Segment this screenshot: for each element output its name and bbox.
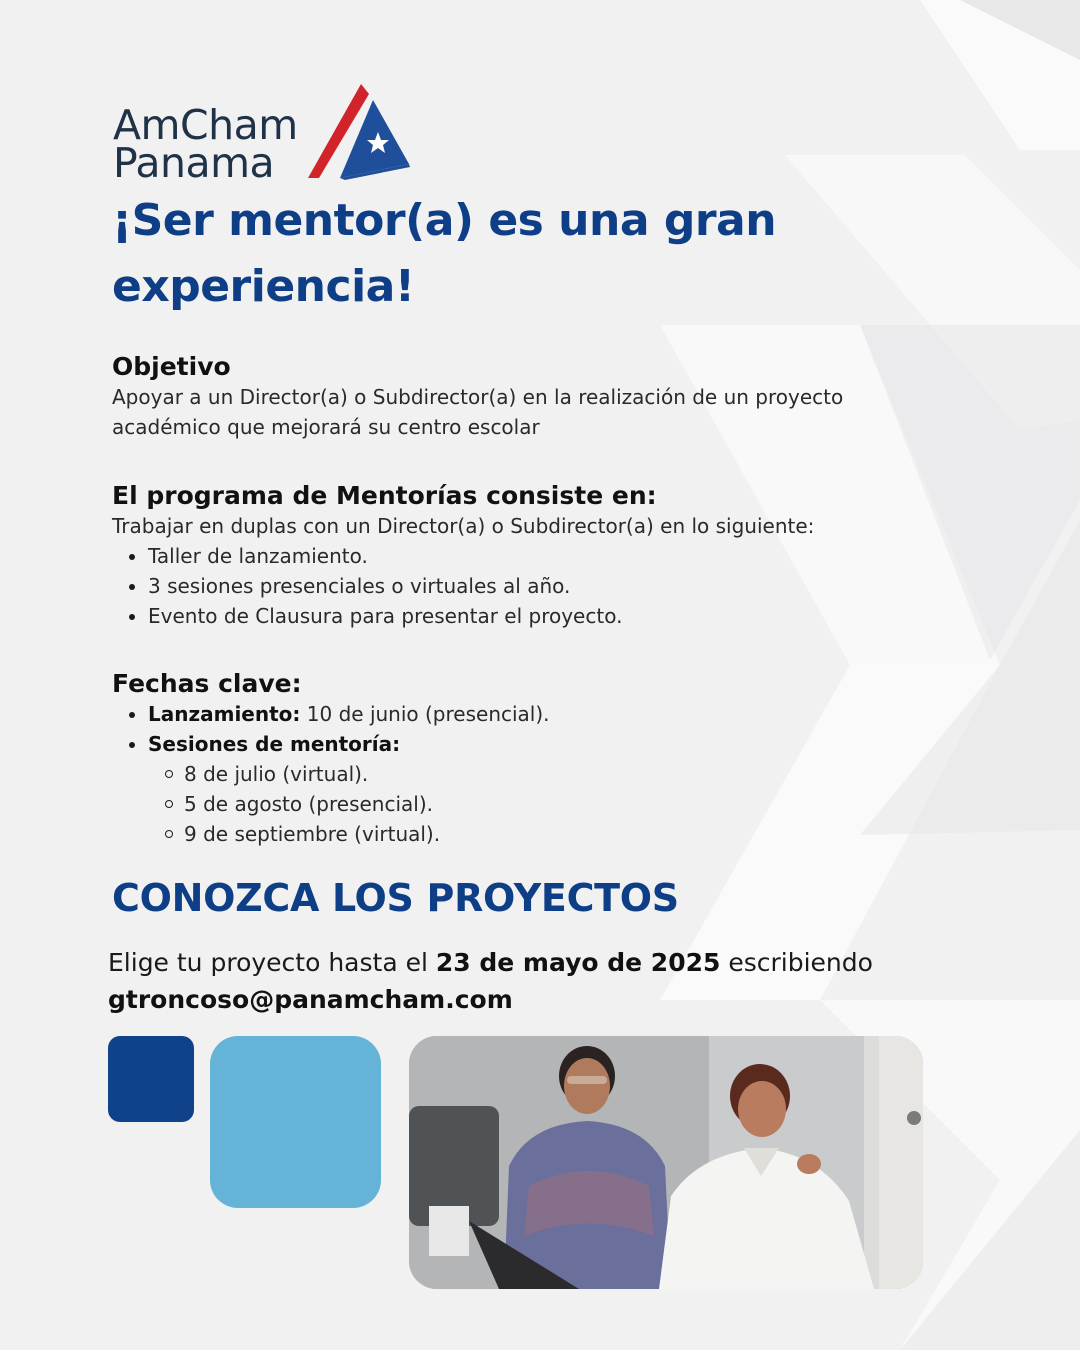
photo-two-women-smiling-icon <box>409 1036 923 1289</box>
decorative-square-dark <box>108 1036 194 1122</box>
headline-line-1: ¡Ser mentor(a) es una gran <box>112 195 777 246</box>
list-item: 3 sesiones presenciales o virtuales al año. <box>112 571 972 601</box>
headline <box>112 188 972 320</box>
logo-line-2: Panama <box>113 139 275 187</box>
objetivo-text-line-1: Apoyar a un Director(a) o Subdirector(a) en la realización de un proyecto <box>112 385 844 409</box>
cta-line-1 <box>108 944 1008 981</box>
list-item-sesiones <box>112 729 972 759</box>
list-item: 9 de septiembre (virtual). <box>112 819 972 849</box>
programa-intro: Trabajar en duplas con un Director(a) o Subdirector(a) en lo siguiente: <box>112 514 815 538</box>
list-item: Evento de Clausura para presentar el proyecto. <box>112 601 972 631</box>
cta-date: 23 de mayo de 2025 <box>435 948 721 977</box>
lanzamiento-value: 10 de junio (presencial). <box>306 702 550 726</box>
objetivo-title: Objetivo <box>112 352 231 381</box>
cta-email-link[interactable]: gtroncoso@panamcham.com <box>108 985 513 1014</box>
headline-line-2: experiencia! <box>112 261 415 312</box>
cta-text <box>108 944 1008 1018</box>
list-item: 5 de agosto (presencial). <box>112 789 972 819</box>
fechas-list <box>112 699 972 849</box>
cta-title: CONOZCA LOS PROYECTOS <box>112 876 679 920</box>
programa-list <box>112 541 972 631</box>
list-item-lanzamiento <box>112 699 972 729</box>
list-item: 8 de julio (virtual). <box>112 759 972 789</box>
cta-suffix: escribiendo <box>720 948 873 977</box>
logo-line-1: AmCham <box>113 101 298 149</box>
objetivo-text-line-2: académico que mejorará su centro escolar <box>112 415 540 439</box>
cta-prefix: Elige tu proyecto hasta el <box>108 948 436 977</box>
fechas-title: Fechas clave: <box>112 669 302 698</box>
programa-title: El programa de Mentorías consiste en: <box>112 481 657 510</box>
lanzamiento-label: Lanzamiento: <box>148 702 301 726</box>
photo-two-women <box>409 1036 923 1289</box>
amcham-logo-wordmark <box>113 101 323 187</box>
sesiones-label: Sesiones de mentoría: <box>148 732 401 756</box>
decorative-square-light <box>210 1036 381 1208</box>
amcham-logo-mark-icon <box>305 82 413 182</box>
objetivo-section <box>112 352 972 442</box>
fechas-section <box>112 669 972 849</box>
list-item: Taller de lanzamiento. <box>112 541 972 571</box>
programa-section <box>112 481 972 631</box>
